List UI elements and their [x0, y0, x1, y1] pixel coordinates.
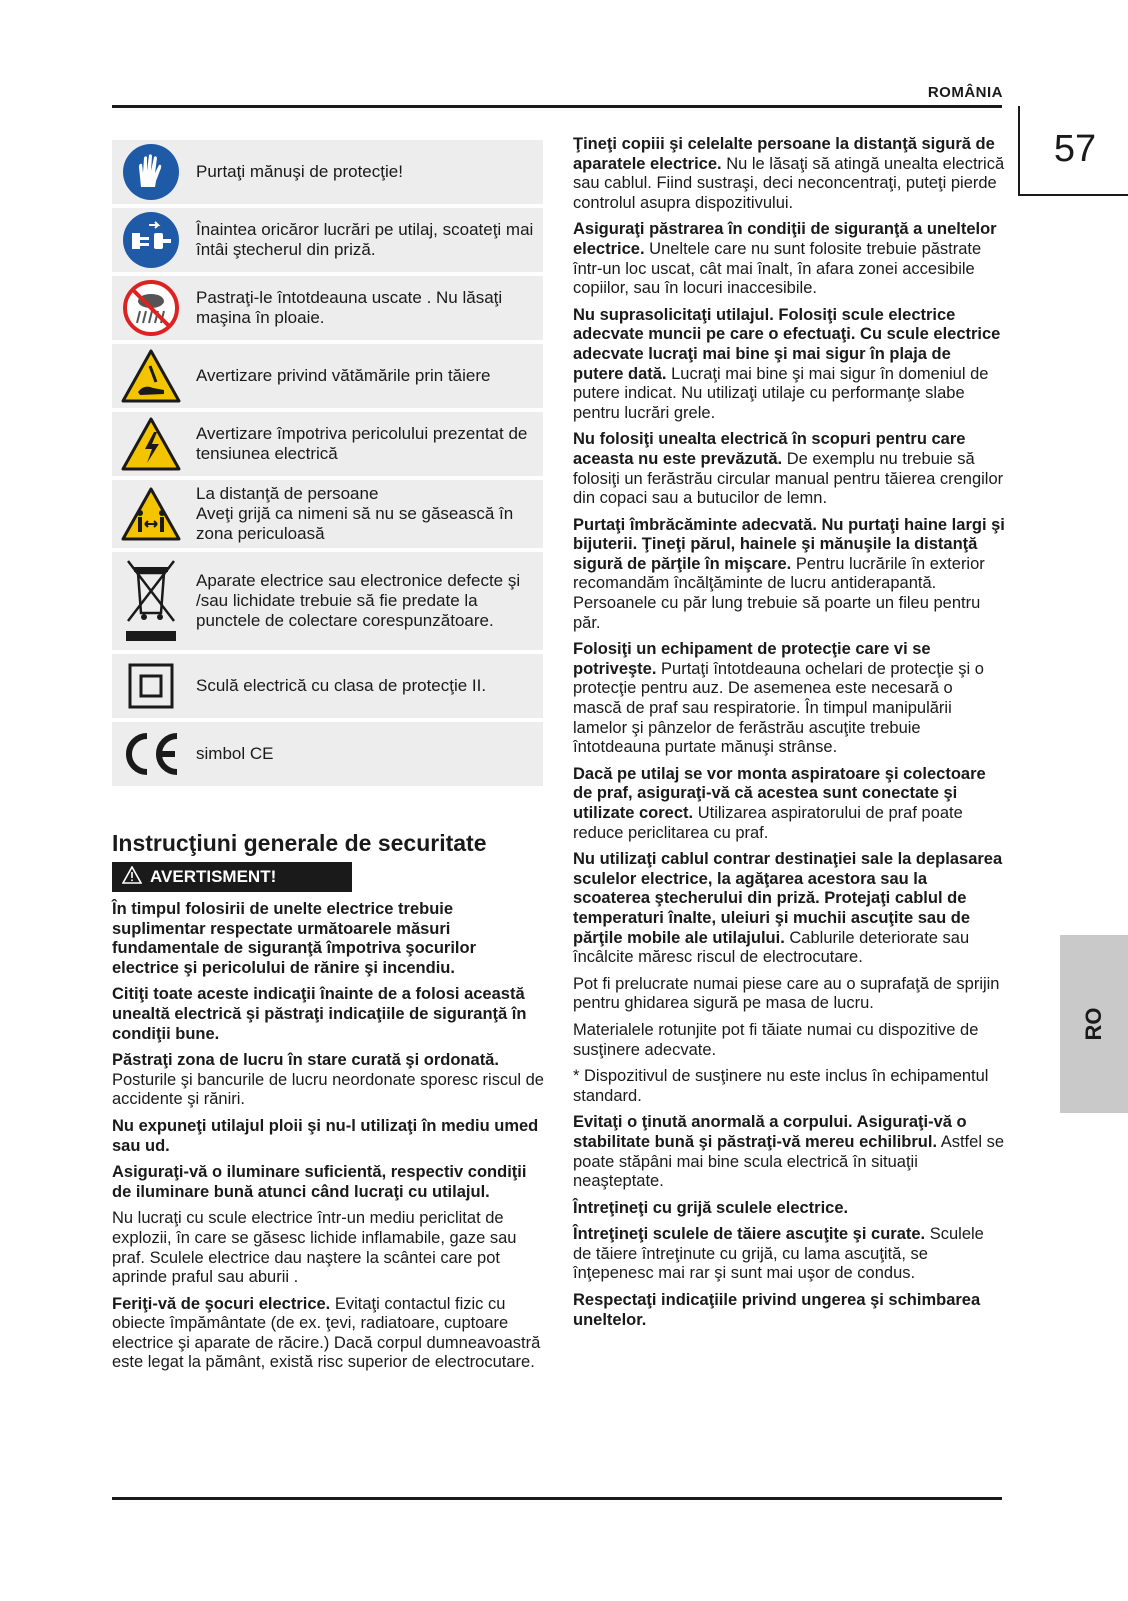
symbol-text: Sculă electrică cu clasa de protecţie II.	[196, 676, 487, 695]
header-country: ROMÂNIA	[927, 84, 1003, 101]
ce-mark-icon	[112, 731, 190, 777]
warning-label: AVERTISMENT!	[150, 867, 277, 886]
language-tab	[1060, 935, 1128, 1113]
symbol-row	[112, 480, 543, 548]
page-number: 57	[1053, 128, 1097, 170]
page-number-box	[1018, 106, 1128, 196]
symbol-row	[112, 722, 543, 786]
symbol-text: Purtaţi mănuşi de protecţie!	[196, 162, 403, 181]
symbol-row	[112, 412, 543, 476]
paragraph: Întreţineţi sculele de tăiere ascuţite şi curate. Sculele de tăiere întreţinute cu grijă, cu lama ascuţită, se înţepenesc mai rar şi sunt mai uşor de condus.	[573, 1225, 984, 1283]
symbol-row	[112, 344, 543, 408]
paragraph: Materialele rotunjite pot fi tăiate numai cu dispozitive de susţinere adecvate.	[573, 1020, 979, 1059]
paragraph: Întreţineţi cu grijă sculele electrice.	[573, 1198, 849, 1217]
paragraph: * Dispozitivul de susţinere nu este inclus în echipamentul standard.	[573, 1067, 989, 1105]
unplug-icon	[112, 211, 190, 269]
warning-triangle-icon	[122, 866, 142, 889]
paragraph: Purtaţi îmbrăcăminte adecvată. Nu purtaţi haine largi şi bijuterii. Ţineţi părul, hainele şi mănuşile la distanţă sigură de părţile în mişcare. Pentru lucrările în exterior recomandăm încălţăminte de lucru antiderapantă. Persoanele cu păr lung trebuie să poarte un fileu pentru păr.	[573, 515, 1005, 632]
section-title: Instrucţiuni generale de securitate	[112, 830, 487, 856]
symbol-text	[190, 480, 543, 548]
paragraph: Nu folosiţi unealta electrică în scopuri pentru care aceasta nu este prevăzută. De exemplu nu trebuie să folosiţi un ferăstrău circular manual pentru tăierea crengilor din copaci sau a butucilor de lemn.	[573, 430, 1004, 508]
language-tab-label: RO	[1081, 1007, 1106, 1041]
paragraph: Dacă pe utilaj se vor monta aspiratoare şi colectoare de praf, asiguraţi-vă că acestea sunt conectate şi utilizate corect. Utilizarea aspiratorului de praf poate reduce periclitarea cu praf.	[573, 764, 986, 842]
paragraph: Evitaţi o ţinută anormală a corpului. Asiguraţi-vă o stabilitate bună şi păstraţi-vă mereu echilibrul. Astfel se poate stăpâni mai bine scula electrică în situaţii neaşteptate.	[573, 1113, 1004, 1191]
paragraph: Ţineţi copiii şi celelalte persoane la distanţă sigură de aparatele electrice. Nu le lăsaţi să atingă unealta electrică sau cablul. Fiind sustraşi, deci neconcentraţi, puteţi pierde controlul asupra dispozitivului.	[573, 135, 1005, 212]
symbol-row	[112, 276, 543, 340]
symbol-table	[112, 140, 543, 790]
gloves-icon	[112, 143, 190, 201]
distance-warning-icon	[112, 486, 190, 542]
warning-bar	[112, 862, 352, 892]
paragraph: Folosiţi un echipament de protecţie care vi se potriveşte. Purtaţi întotdeauna ochelari de protecţie şi o protecţie pentru auz. De asemenea este necesară o mască de praf sau respiratorie. În timpul manipulării lamelor şi pânzelor de ferăstrău ascuţite trebuie întotdeauna purtate mănuşi strânse.	[573, 640, 984, 757]
symbol-row	[112, 654, 543, 718]
symbol-text: Aparate electrice sau electronice defecte şi /sau lichidate trebuie să fie predate la punctele de colectare corespunzătoare.	[196, 571, 521, 630]
symbol-row	[112, 552, 543, 650]
class-ii-icon	[112, 663, 190, 709]
paragraph: Asiguraţi păstrarea în condiţii de siguranţă a uneltelor electrice. Uneltele care nu sunt folosite trebuie păstrate într-un loc uscat, cât mai înalt, în afara zonei accesibile copiilor, sau în locuri inaccesibile.	[573, 220, 997, 298]
top-rule	[112, 105, 1002, 108]
paragraph: Feriţi-vă de şocuri electrice. Evitaţi contactul fizic cu obiecte împământate (de ex. ţevi, radiatoare, cuptoare electrice şi aparate de răcire.) Dacă corpul dumneavoastră este legat la pământ, există risc superior de electrocutare.	[112, 1294, 541, 1372]
symbol-row	[112, 208, 543, 272]
paragraph: Nu lucraţi cu scule electrice într-un mediu periclitat de explozii, în care se găsesc lichide inflamabile, gaze sau praf. Sculele electrice dau naştere la scântei care pot aprinde praful sau aburii .	[112, 1209, 517, 1287]
symbol-text: Pastraţi-le întotdeauna uscate . Nu lăsaţi maşina în ploaie.	[196, 288, 503, 327]
symbol-text: Înaintea oricăror lucrări pe utilaj, scoateţi mai întâi ştecherul din priză.	[196, 220, 534, 259]
paragraph: Nu expuneţi utilajul ploii şi nu-l utilizaţi în mediu umed sau ud.	[112, 1116, 539, 1155]
paragraph: Citiţi toate aceste indicaţii înainte de a folosi această unealtă electrică şi păstraţi indicaţiile de siguranţă în condiţii bune.	[112, 985, 527, 1043]
symbol-text-line: Aveţi grijă ca nimeni să nu se găsească în zona periculoasă	[196, 504, 514, 543]
paragraph: Pot fi prelucrate numai piese care au o suprafaţă de sprijin pentru ghidarea sigură pe masa de lucru.	[573, 974, 1000, 1013]
bottom-rule	[112, 1497, 1002, 1500]
paragraph: Păstraţi zona de lucru în stare curată şi ordonată. Posturile şi bancurile de lucru neordonate sporesc riscul de accidente şi răniri.	[112, 1051, 544, 1109]
no-rain-icon	[112, 279, 190, 337]
symbol-text: Avertizare împotriva pericolului prezentat de tensiunea electrică	[196, 424, 528, 463]
paragraph: Nu utilizaţi cablul contrar destinaţiei sale la deplasarea sculelor electrice, la agăţarea acestora sau la scoaterea ştecherului din priză. Protejaţi cablul de temperaturi înalte, uleiuri şi muchii ascuţite sau de părţile mobile ale utilajului. Cablurile deteriorate sau încâlcite măresc riscul de electrocutare.	[573, 850, 1003, 967]
paragraph: Nu suprasolicitaţi utilajul. Folosiţi scule electrice adecvate muncii pe care o efectuaţi. Cu scule electrice adecvate lucraţi mai bine şi mai sigur în plaja de putere dată. Lucraţi mai bine şi mai sigur în domeniul de putere indicat. Nu utilizaţi utilaje cu performanţe slabe pentru lucrări grele.	[573, 305, 1001, 422]
voltage-warning-icon	[112, 416, 190, 472]
symbol-text: simbol CE	[196, 744, 274, 763]
right-column	[573, 135, 1005, 1337]
symbol-text-line: La distanţă de persoane	[196, 484, 379, 503]
cut-warning-icon	[112, 348, 190, 404]
symbol-text: Avertizare privind vătămările prin tăiere	[196, 366, 491, 385]
weee-bin-icon	[112, 555, 190, 647]
paragraph: Respectaţi indicaţiile privind ungerea şi schimbarea uneltelor.	[573, 1291, 981, 1329]
left-column	[112, 900, 547, 1380]
paragraph: Asiguraţi-vă o iluminare suficientă, respectiv condiţii de iluminare bună atunci când lucraţi cu utilajul.	[112, 1163, 527, 1201]
symbol-row	[112, 140, 543, 204]
paragraph: În timpul folosirii de unelte electrice trebuie suplimentar respectate următoarele măsuri fundamentale de siguranţă împotriva şocurilor electrice şi pericolului de rănire şi incendiu.	[112, 900, 476, 977]
